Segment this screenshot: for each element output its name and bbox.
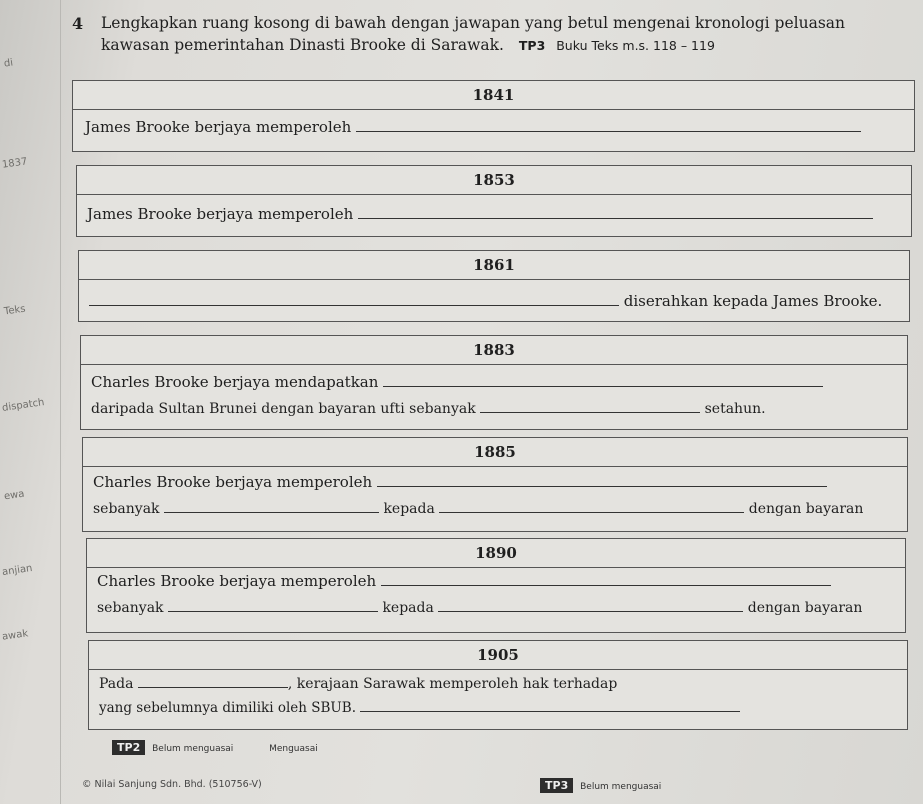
year-label: 1883 xyxy=(81,336,907,365)
entry-text: Charles Brooke berjaya memperoleh xyxy=(93,473,373,491)
answer-blank[interactable] xyxy=(383,372,823,387)
tp3-badge: TP3 xyxy=(540,778,573,793)
answer-blank[interactable] xyxy=(89,291,619,306)
answer-blank[interactable] xyxy=(381,571,831,586)
timeline-box-1841 xyxy=(72,80,915,152)
answer-blank[interactable] xyxy=(358,204,873,219)
year-label: 1841 xyxy=(73,81,914,110)
year-label: 1890 xyxy=(87,539,905,568)
entry-text: dengan bayaran xyxy=(748,501,864,517)
textbook-reference: Buku Teks m.s. 118 – 119 xyxy=(556,38,715,53)
entry-line xyxy=(97,571,831,590)
entry-text: diserahkan kepada James Brooke. xyxy=(623,292,883,310)
question-body: Lengkapkan ruang kosong di bawah dengan jawapan yang betul mengenai kronologi peluasan kawasan pemerintahan Dinasti Brooke di Sarawak. xyxy=(101,14,846,54)
answer-blank[interactable] xyxy=(480,398,700,413)
tp2-not-mastered[interactable]: Belum menguasai xyxy=(152,744,234,754)
entry-text: yang sebelumnya dimiliki oleh SBUB. xyxy=(99,700,357,716)
entry-text: sebanyak xyxy=(97,600,164,616)
margin-scrawl: di xyxy=(3,57,14,70)
tp3-checkbox-row xyxy=(540,778,661,793)
answer-blank[interactable] xyxy=(138,673,288,688)
margin-scrawl: ewa xyxy=(3,488,26,503)
answer-blank[interactable] xyxy=(377,472,827,487)
answer-blank[interactable] xyxy=(438,597,743,612)
year-label: 1861 xyxy=(79,251,909,280)
entry-text: kepada xyxy=(383,501,435,517)
margin-line xyxy=(60,0,61,804)
entry-text: James Brooke berjaya memperoleh xyxy=(87,205,354,223)
entry-line xyxy=(87,204,873,223)
year-label: 1853 xyxy=(77,166,911,195)
entry-line xyxy=(89,291,882,310)
entry-text: Charles Brooke berjaya mendapatkan xyxy=(91,373,379,391)
entry-text: sebanyak xyxy=(93,501,160,517)
entry-line xyxy=(91,372,823,391)
entry-line xyxy=(93,498,863,517)
margin-scrawl: 1837 xyxy=(1,156,29,171)
tp2-mastered[interactable]: Menguasai xyxy=(269,744,318,754)
tp3-not-mastered[interactable]: Belum menguasai xyxy=(580,782,662,792)
entry-line xyxy=(85,117,861,136)
year-label: 1885 xyxy=(83,438,907,467)
answer-blank[interactable] xyxy=(164,498,379,513)
question-number: 4 xyxy=(72,14,84,33)
entry-line xyxy=(99,697,740,716)
entry-line xyxy=(91,398,766,417)
entry-text: kepada xyxy=(382,600,434,616)
answer-blank[interactable] xyxy=(356,117,861,132)
answer-blank[interactable] xyxy=(360,697,740,712)
entry-text: James Brooke berjaya memperoleh xyxy=(85,118,352,136)
entry-text: Pada xyxy=(99,676,134,692)
timeline-box-1853 xyxy=(76,165,912,237)
answer-blank[interactable] xyxy=(168,597,378,612)
entry-line xyxy=(99,673,617,692)
margin-scrawl: dispatch xyxy=(1,397,46,414)
entry-text: dengan bayaran xyxy=(747,600,863,616)
timeline-box-1883 xyxy=(80,335,908,430)
margin-scrawl: Teks xyxy=(3,303,27,318)
entry-line xyxy=(97,597,862,616)
timeline-box-1861 xyxy=(78,250,910,322)
year-label: 1905 xyxy=(89,641,907,670)
tp-label: TP3 xyxy=(518,38,546,53)
entry-line xyxy=(93,472,827,491)
timeline-box-1890 xyxy=(86,538,906,633)
margin-scrawl: awak xyxy=(1,628,29,643)
entry-text: daripada Sultan Brunei dengan bayaran ufti sebanyak xyxy=(91,401,476,417)
entry-text: , kerajaan Sarawak memperoleh hak terhadap xyxy=(287,676,618,692)
question-text xyxy=(101,12,916,57)
tp2-badge: TP2 xyxy=(112,740,145,755)
answer-blank[interactable] xyxy=(439,498,744,513)
timeline-box-1885 xyxy=(82,437,908,532)
copyright-notice: © Nilai Sanjung Sdn. Bhd. (510756-V) xyxy=(82,779,262,790)
timeline-box-1905 xyxy=(88,640,908,730)
margin-scrawl: anjian xyxy=(1,562,34,579)
entry-text: Charles Brooke berjaya memperoleh xyxy=(97,572,377,590)
entry-text: setahun. xyxy=(704,401,766,417)
tp2-checkbox-row xyxy=(112,740,318,755)
